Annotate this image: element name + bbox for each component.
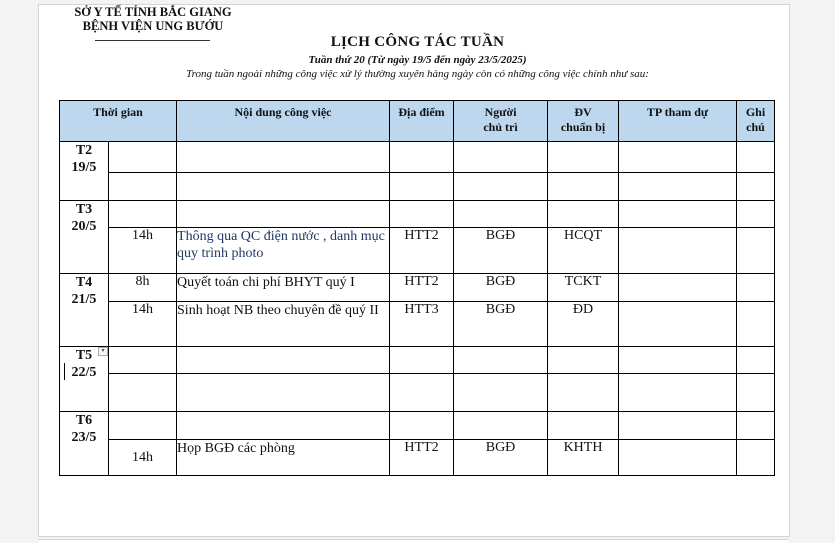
col-time: Thời gian <box>60 101 177 142</box>
col-note-line2: chú <box>746 120 765 134</box>
location-cell[interactable] <box>390 347 454 374</box>
attendees-cell[interactable] <box>619 302 737 347</box>
attendees-cell[interactable] <box>619 142 737 173</box>
table-row <box>60 302 775 347</box>
content-cell[interactable]: Quyết toán chi phí BHYT quý I <box>177 274 390 302</box>
note-cell[interactable] <box>737 347 775 374</box>
note-cell[interactable] <box>737 302 775 347</box>
day-label: T6 <box>75 413 93 428</box>
col-content: Nội dung công việc <box>177 101 390 142</box>
note-cell[interactable] <box>737 228 775 274</box>
day-label: T4 <box>75 275 93 290</box>
col-host-line1: Người <box>484 105 517 119</box>
prep-cell[interactable] <box>548 173 619 201</box>
time-cell[interactable] <box>109 173 177 201</box>
attendees-cell[interactable] <box>619 228 737 274</box>
table-row <box>60 440 775 476</box>
col-prep <box>548 101 619 142</box>
host-cell[interactable] <box>454 201 548 228</box>
location-cell[interactable]: HTT2 <box>390 228 454 274</box>
location-cell[interactable]: HTT3 <box>390 302 454 347</box>
location-cell[interactable]: HTT2 <box>390 274 454 302</box>
col-host <box>454 101 548 142</box>
day-date: 22/5 <box>71 365 97 380</box>
day-cell-t2 <box>60 142 109 201</box>
week-subtitle: Tuần thứ 20 (Từ ngày 19/5 đến ngày 23/5/2025) <box>308 54 527 66</box>
day-cell-t5 <box>60 347 109 412</box>
attendees-cell[interactable] <box>619 374 737 412</box>
col-attendees: TP tham dự <box>619 101 737 142</box>
time-cell[interactable]: 8h <box>109 274 177 302</box>
content-cell[interactable] <box>177 374 390 412</box>
org-line-1: SỞ Y TẾ TỈNH BẮC GIANG <box>74 5 232 19</box>
content-cell[interactable] <box>177 412 390 440</box>
time-cell[interactable]: 14h <box>109 228 177 274</box>
time-cell[interactable] <box>109 412 177 440</box>
location-cell[interactable]: HTT2 <box>390 440 454 476</box>
note-cell[interactable] <box>737 274 775 302</box>
host-cell[interactable]: BGĐ <box>454 228 548 274</box>
table-row <box>60 347 775 374</box>
day-cell-t4 <box>60 274 109 347</box>
note-cell[interactable] <box>737 201 775 228</box>
content-cell[interactable] <box>177 347 390 374</box>
table-row <box>60 412 775 440</box>
host-cell[interactable]: BGĐ <box>454 440 548 476</box>
day-date: 19/5 <box>71 160 97 175</box>
note-cell[interactable] <box>737 412 775 440</box>
location-cell[interactable] <box>390 412 454 440</box>
day-date: 21/5 <box>71 292 97 307</box>
day-label: T5 <box>75 348 93 363</box>
attendees-cell[interactable] <box>619 412 737 440</box>
day-date: 20/5 <box>71 219 97 234</box>
table-row <box>60 201 775 228</box>
host-cell[interactable] <box>454 173 548 201</box>
note-cell[interactable] <box>737 440 775 476</box>
time-cell[interactable]: 14h <box>109 440 177 476</box>
dropdown-marker-icon[interactable]: ▾ <box>98 347 108 356</box>
location-cell[interactable] <box>390 173 454 201</box>
prep-cell[interactable] <box>548 347 619 374</box>
col-location: Địa điểm <box>390 101 454 142</box>
attendees-cell[interactable] <box>619 173 737 201</box>
col-note-line1: Ghi <box>745 105 766 119</box>
prep-cell[interactable]: HCQT <box>548 228 619 274</box>
content-cell[interactable]: Sinh hoạt NB theo chuyên đề quý II <box>177 302 390 347</box>
prep-cell[interactable] <box>548 142 619 173</box>
attendees-cell[interactable] <box>619 440 737 476</box>
host-cell[interactable] <box>454 347 548 374</box>
host-cell[interactable]: BGĐ <box>454 302 548 347</box>
content-cell[interactable] <box>177 173 390 201</box>
host-cell[interactable] <box>454 142 548 173</box>
note-cell[interactable] <box>737 173 775 201</box>
prep-cell[interactable] <box>548 201 619 228</box>
day-cell-t6 <box>60 412 109 476</box>
content-cell[interactable] <box>177 201 390 228</box>
time-cell[interactable] <box>109 347 177 374</box>
text-cursor <box>64 363 65 380</box>
table-row <box>60 274 775 302</box>
org-line-2: BỆNH VIỆN UNG BƯỚU <box>82 19 224 33</box>
col-host-line2: chủ trì <box>483 120 518 134</box>
attendees-cell[interactable] <box>619 347 737 374</box>
host-cell[interactable] <box>454 412 548 440</box>
location-cell[interactable] <box>390 374 454 412</box>
day-label: T3 <box>75 202 93 217</box>
content-cell[interactable]: Họp BGĐ các phòng <box>177 440 390 476</box>
prep-cell[interactable]: ĐD <box>548 302 619 347</box>
host-cell[interactable]: BGĐ <box>454 274 548 302</box>
location-cell[interactable] <box>390 142 454 173</box>
prep-cell[interactable]: TCKT <box>548 274 619 302</box>
host-cell[interactable] <box>454 374 548 412</box>
col-prep-line1: ĐV <box>574 105 592 119</box>
attendees-cell[interactable] <box>619 274 737 302</box>
table-row <box>60 228 775 274</box>
time-cell[interactable] <box>109 374 177 412</box>
col-prep-line2: chuẩn bị <box>560 120 606 134</box>
table-row <box>60 173 775 201</box>
content-cell[interactable] <box>177 142 390 173</box>
day-label: T2 <box>75 143 93 158</box>
header-row <box>60 101 775 142</box>
col-note <box>737 101 775 142</box>
prep-cell[interactable] <box>548 412 619 440</box>
schedule-table <box>59 100 775 476</box>
table-row <box>60 142 775 173</box>
day-cell-t3 <box>60 201 109 274</box>
organization-header <box>60 5 246 33</box>
next-page-edge <box>38 539 788 543</box>
intro-text: Trong tuần ngoài những công việc xử lý thường xuyên hàng ngày còn có những công việc chính như sau: <box>186 68 649 80</box>
time-cell[interactable] <box>109 142 177 173</box>
location-cell[interactable] <box>390 201 454 228</box>
time-cell[interactable]: 14h <box>109 302 177 347</box>
prep-cell[interactable]: KHTH <box>548 440 619 476</box>
content-cell[interactable]: Thông qua QC điện nước , danh mục quy trình photo <box>177 228 390 274</box>
note-cell[interactable] <box>737 142 775 173</box>
table-row <box>60 374 775 412</box>
attendees-cell[interactable] <box>619 201 737 228</box>
prep-cell[interactable] <box>548 374 619 412</box>
page-title: LỊCH CÔNG TÁC TUẦN <box>330 34 505 50</box>
time-cell[interactable] <box>109 201 177 228</box>
note-cell[interactable] <box>737 374 775 412</box>
day-date: 23/5 <box>71 430 97 445</box>
